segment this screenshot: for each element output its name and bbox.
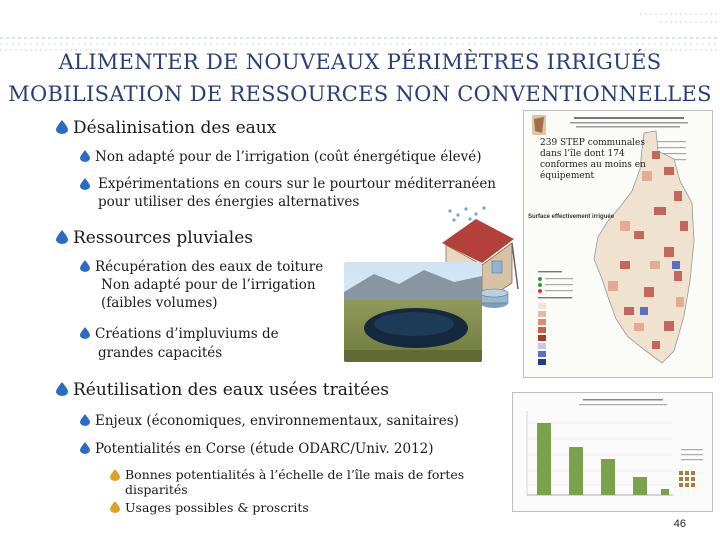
section-desalinisation [56, 118, 276, 138]
sub-bullet-item [110, 500, 309, 515]
water-drop-icon [80, 414, 90, 426]
bullet-item [80, 258, 323, 276]
slide-title-line2: MOBILISATION DE RESSOURCES NON CONVENTIONNELLES [8, 82, 712, 106]
bullet-continuation: (faibles volumes) [101, 295, 218, 311]
section-heading: Réutilisation des eaux usées traitées [73, 380, 390, 400]
sub-bullet-text: Usages possibles & proscrits [125, 500, 309, 515]
sub-bullet-text: Bonnes potentialités à l’échelle de l’île mais de fortes disparités [125, 467, 465, 497]
bar-chart-graphic [513, 393, 712, 511]
bullet-continuation: grandes capacités [98, 345, 223, 361]
water-drop-icon [80, 150, 90, 162]
bullet-text: Non adapté pour de l’irrigation (coût énergétique élevé) [95, 149, 482, 165]
section-heading: Ressources pluviales [73, 228, 253, 248]
bullet-item [80, 148, 482, 166]
slide-title-line1: ALIMENTER DE NOUVEAUX PÉRIMÈTRES IRRIGUÉS [58, 50, 662, 74]
reuse-potential-chart [512, 392, 713, 512]
map-legend-title: Surface effectivement irriguée [528, 214, 615, 220]
sub-bullet-item [110, 467, 470, 497]
bullet-item [80, 325, 279, 343]
water-drop-icon [110, 469, 120, 481]
map-legend [538, 271, 573, 365]
water-drop-icon [110, 501, 120, 513]
bullet-text: Expérimentations en cours sur le pourtour méditerranéen pour utiliser des énergies alternatives [98, 176, 497, 210]
water-drop-icon [80, 327, 90, 339]
section-heading: Désalinisation des eaux [73, 118, 277, 138]
bullet-item [80, 412, 459, 430]
water-drop-icon [56, 382, 68, 396]
water-drop-icon [80, 442, 90, 454]
bullet-text: Récupération des eaux de toiture [95, 259, 324, 275]
water-drop-icon [80, 178, 90, 190]
bullet-item [80, 440, 434, 458]
water-drop-icon [56, 120, 68, 134]
bullet-continuation: Non adapté pour de l’irrigation [101, 277, 316, 293]
page-number: 46 [673, 518, 686, 530]
bullet-text: Créations d’impluviums de [95, 326, 279, 342]
water-drop-icon [56, 230, 68, 244]
bullet-text: Enjeux (économiques, environnementaux, sanitaires) [95, 413, 459, 429]
section-ressources-pluviales [56, 228, 253, 248]
section-reutilisation [56, 380, 389, 400]
bullet-text: Potentialités en Corse (étude ODARC/Univ. 2012) [95, 441, 434, 457]
water-drop-icon [80, 260, 90, 272]
impluvium-lake-photo [344, 262, 482, 362]
map-step-note: 239 STEP communales dans l’île dont 174 conformes au moins en équipement [540, 138, 646, 181]
